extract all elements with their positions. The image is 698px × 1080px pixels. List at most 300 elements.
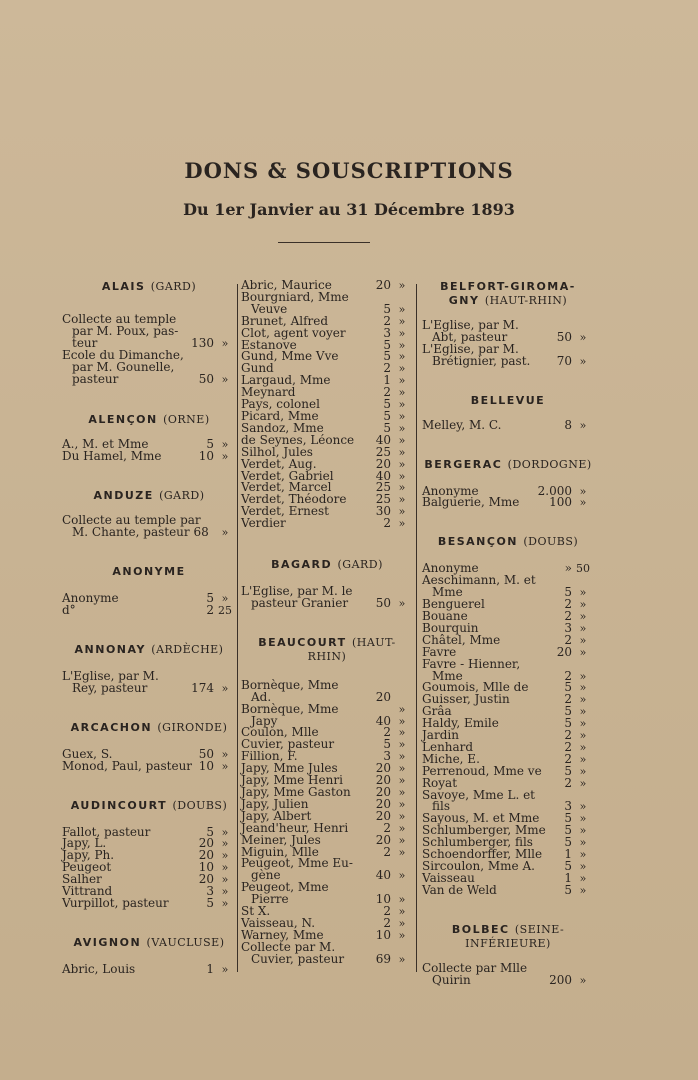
section-heading — [62, 799, 236, 813]
donor-name: Mme — [432, 585, 463, 600]
amount-suffix: » — [579, 740, 587, 754]
amount: 25 — [375, 444, 391, 459]
donor-name: Jardin — [422, 728, 459, 743]
donor-name: Verdet, Aug. — [241, 456, 317, 471]
donor-name: par M. Gounelle, — [72, 359, 175, 374]
amount-suffix: » — [221, 526, 229, 540]
donor-name: Japy, Mme Jules — [241, 761, 338, 776]
section-region: (GIRONDE) — [157, 720, 228, 734]
donor-name: Châtel, Mme — [422, 632, 501, 647]
amount-suffix: » — [398, 738, 406, 752]
amount-suffix: » — [579, 717, 587, 731]
donor-name: Brétignier, past. — [432, 353, 531, 368]
donor-name: Van de Weld — [422, 882, 497, 897]
amount: 5 — [383, 737, 391, 752]
donor-name: Lenhard — [422, 739, 474, 754]
amount: 20 — [375, 832, 391, 847]
amount-suffix: » — [398, 833, 406, 847]
amount-suffix: » — [579, 705, 587, 719]
donor-name: Veuve — [251, 301, 288, 316]
column-3 — [422, 280, 594, 987]
list-item — [422, 882, 594, 897]
amount: 100 — [549, 495, 572, 510]
amount: 50 — [198, 371, 214, 386]
amount-suffix: » — [398, 398, 406, 412]
donor-name: Collecte par Mlle — [422, 960, 528, 975]
list-item — [62, 527, 236, 539]
amount: 20 — [375, 278, 391, 292]
amount: 2 — [383, 844, 391, 859]
section-heading — [62, 280, 236, 294]
amount-suffix: » — [398, 374, 406, 388]
donor-name: Largaud, Mme — [241, 373, 331, 388]
donor-name: teur — [72, 335, 98, 350]
amount: 30 — [375, 504, 391, 519]
amount: 2.000 — [537, 483, 572, 498]
amount-suffix: » — [579, 883, 587, 897]
donor-name: M. Chante, pasteur 68 — [72, 525, 209, 540]
amount-suffix: » — [398, 750, 406, 764]
section-region-cont: INFÉRIEURE) — [465, 936, 551, 950]
amount-suffix: » — [398, 362, 406, 376]
donor-name: de Seynes, Léonce — [241, 432, 355, 447]
donor-name: Coulon, Mlle — [241, 725, 319, 740]
amount: 20 — [375, 773, 391, 788]
donor-name: Vaisseau, N. — [241, 915, 316, 930]
amount-suffix: » — [398, 469, 406, 483]
amount: 5 — [564, 680, 572, 695]
amount: 2 — [564, 775, 572, 790]
amount: 20 — [375, 785, 391, 799]
amount: 1 — [383, 373, 391, 388]
section-name: BAGARD — [271, 558, 333, 572]
list-item — [62, 961, 236, 976]
section-heading — [62, 721, 236, 735]
donor-name: Japy, Mme Gaston — [241, 785, 351, 799]
amount: 5 — [383, 301, 391, 316]
amount: 50 — [375, 595, 391, 610]
amount-suffix: » — [221, 962, 229, 976]
amount: 25 — [375, 480, 391, 495]
donor-name: Jeand'heur, Henri — [241, 820, 349, 835]
section-name: ALENÇON — [88, 413, 158, 427]
amount-suffix: » — [579, 764, 587, 778]
donor-name: Cuvier, pasteur — [251, 951, 345, 966]
amount-suffix: » — [579, 776, 587, 790]
donor-name: Mme — [432, 668, 463, 683]
donor-name: L'Eglise, par M. — [62, 668, 159, 683]
amount-suffix: » — [221, 896, 229, 910]
amount: 20 — [375, 761, 391, 776]
donor-name: Peugeot — [62, 860, 112, 875]
amount-suffix: » — [398, 762, 406, 776]
section-region: (HAUT- — [351, 635, 396, 649]
amount-suffix: » — [579, 609, 587, 623]
donor-name: Benguerel — [422, 597, 485, 612]
donor-name: Bourquin — [422, 620, 479, 635]
donor-name: Bornèque, Mme — [241, 701, 339, 716]
donor-name: Bornèque, Mme — [241, 677, 339, 692]
donor-name: pasteur Granier — [251, 595, 349, 610]
list-item — [422, 972, 594, 987]
amount: 10 — [375, 927, 391, 942]
amount-suffix: » — [579, 621, 587, 635]
amount-suffix: » — [579, 598, 587, 612]
amount-suffix: » — [398, 596, 406, 610]
amount-suffix: » — [221, 747, 229, 761]
amount-suffix: » — [221, 825, 229, 839]
donor-name: Guisser, Justin — [422, 692, 510, 707]
section-region: (GARD) — [337, 558, 383, 572]
donor-name: Gund — [241, 361, 274, 376]
section-name: BELLEVUE — [470, 393, 546, 407]
amount-suffix: » — [398, 797, 406, 811]
page-title: DONS & SOUSCRIPTIONS — [184, 158, 514, 183]
amount: 20 — [375, 796, 391, 811]
donor-name: Japy, L. — [62, 836, 107, 851]
amount-suffix: » — [579, 848, 587, 862]
amount-suffix: » — [579, 693, 587, 707]
amount-suffix: » — [579, 330, 587, 344]
amount-suffix: » — [221, 861, 229, 875]
section-region-cont: RHIN) — [307, 649, 347, 663]
list-item — [62, 451, 236, 463]
amount: 20 — [198, 848, 214, 863]
section-name: ALAIS — [101, 280, 146, 293]
list-item — [62, 371, 236, 386]
amount-suffix: » — [398, 409, 406, 423]
amount: 20 — [375, 456, 391, 471]
section-region: (DOUBS) — [172, 798, 228, 812]
amount-suffix: » — [398, 421, 406, 435]
donor-name: Anonyme — [62, 591, 119, 606]
amount: 200 — [549, 972, 572, 987]
donor-name: Ad. — [251, 689, 272, 704]
amount-suffix: » — [398, 457, 406, 471]
section-heading — [62, 489, 236, 503]
amount-suffix: » — [579, 812, 587, 826]
amount-suffix: » — [221, 873, 229, 887]
donor-name: Fallot, pasteur — [62, 824, 151, 839]
donor-name: Verdet, Ernest — [241, 504, 329, 519]
amount-suffix: 50 — [576, 562, 590, 576]
amount-suffix: » — [398, 726, 406, 740]
donor-name: Warney, Mme — [241, 927, 324, 942]
donor-name: Vaisseau — [422, 870, 475, 885]
amount: 2 — [383, 516, 391, 531]
amount-suffix: » — [579, 484, 587, 498]
donor-name: Salher — [62, 872, 102, 887]
amount-suffix: » — [398, 821, 406, 835]
amount: 2 — [383, 361, 391, 376]
donor-name: Pays, colonel — [241, 397, 320, 412]
amount-suffix: » — [398, 714, 406, 728]
section-name: BERGERAC — [424, 457, 503, 471]
amount: 1 — [206, 961, 214, 976]
amount-suffix: » — [398, 786, 406, 799]
amount-suffix: » — [579, 836, 587, 850]
donor-name: fils — [432, 799, 450, 814]
donor-name: Ecole du Dimanche, — [62, 347, 184, 362]
list-item — [62, 758, 236, 773]
section-heading — [62, 565, 236, 579]
amount: 40 — [375, 468, 391, 483]
donor-name: L'Eglise, par M. — [422, 341, 519, 356]
amount: 5 — [206, 437, 214, 452]
amount: 20 — [375, 689, 391, 704]
amount-suffix: » — [398, 433, 406, 447]
amount: 5 — [564, 704, 572, 719]
section-name-cont: GNY — [448, 294, 480, 307]
amount-suffix: » — [579, 633, 587, 647]
section-heading — [422, 458, 594, 472]
section-name: ANDUZE — [93, 489, 154, 503]
amount: 5 — [564, 716, 572, 731]
donor-name: Abt, pasteur — [432, 329, 508, 344]
amount: 174 — [191, 680, 214, 695]
amount: 8 — [564, 417, 572, 432]
section-region: (SEINE- — [514, 922, 565, 936]
donor-name: Sandoz, Mme — [241, 420, 324, 435]
donor-name: Bouane — [422, 608, 468, 623]
amount: » — [564, 561, 572, 576]
amount: 3 — [383, 325, 391, 340]
amount-suffix: » — [221, 336, 229, 350]
amount: 5 — [383, 408, 391, 423]
amount: 2 — [564, 668, 572, 683]
amount-suffix: » — [579, 669, 587, 683]
donor-name: Schoendorffer, Mlle — [422, 847, 543, 862]
amount: 2 — [383, 915, 391, 930]
amount-suffix: » — [398, 314, 406, 328]
section-heading — [62, 936, 236, 950]
donor-name: Favre - Hienner, — [422, 656, 521, 671]
section-name: BOLBEC — [451, 922, 510, 936]
donor-name: Schlumberger, fils — [422, 835, 533, 850]
section-heading — [62, 643, 236, 657]
amount: 5 — [206, 824, 214, 839]
amount: 20 — [375, 808, 391, 823]
amount: 50 — [198, 746, 214, 761]
section-name: ANONYME — [112, 565, 186, 579]
donor-name: A., M. et Mme — [62, 437, 149, 452]
donor-name: Guex, S. — [62, 746, 113, 761]
donor-name: Japy, Albert — [241, 808, 312, 823]
amount: 10 — [198, 449, 214, 464]
donor-name: Peugeot, Mme — [241, 880, 329, 895]
amount: 5 — [383, 337, 391, 352]
amount-suffix: » — [579, 681, 587, 695]
amount-suffix: » — [579, 871, 587, 885]
amount-suffix: » — [398, 928, 406, 942]
amount: 50 — [556, 329, 572, 344]
section-heading — [241, 636, 413, 664]
amount: 20 — [556, 644, 572, 659]
amount-suffix: » — [398, 809, 406, 823]
donor-name: Collecte au temple par — [62, 513, 201, 528]
section-name: AVIGNON — [73, 935, 142, 949]
section-name: ANNONAY — [74, 642, 146, 656]
amount-suffix: » — [398, 869, 406, 883]
amount: 25 — [375, 492, 391, 507]
donor-name: Meynard — [241, 385, 296, 400]
amount-suffix: » — [398, 905, 406, 919]
amount-suffix: » — [398, 845, 406, 859]
donor-name: Japy, Mme Henri — [241, 773, 343, 788]
amount: 5 — [206, 895, 214, 910]
section-name: ARCACHON — [70, 720, 153, 734]
donor-name: Silhol, Jules — [241, 444, 313, 459]
donor-name: Schlumberger, Mme — [422, 823, 546, 838]
donor-name: Gund, Mme Vve — [241, 349, 339, 364]
list-item — [62, 680, 236, 695]
amount-suffix: » — [398, 279, 406, 292]
donor-name: Anonyme — [422, 483, 479, 498]
donor-name: Pierre — [251, 892, 289, 907]
amount: 40 — [375, 713, 391, 728]
amount-suffix: » — [398, 493, 406, 507]
amount-suffix: » — [398, 916, 406, 930]
donor-name: gène — [251, 868, 281, 883]
amount: 3 — [383, 749, 391, 764]
title-rule — [278, 242, 370, 243]
amount: 10 — [198, 860, 214, 875]
amount-suffix: » — [579, 752, 587, 766]
donor-name: Collecte par M. — [241, 939, 336, 954]
amount: 2 — [564, 632, 572, 647]
amount-suffix: » — [398, 338, 406, 352]
list-item — [241, 518, 413, 530]
donor-name: Bourgniard, Mme — [241, 289, 349, 304]
section-region: (HAUT-RHIN) — [484, 294, 568, 307]
donor-name: Verdet, Théodore — [241, 492, 347, 507]
amount-suffix: » — [398, 326, 406, 340]
donor-name: Japy, Julien — [241, 796, 309, 811]
section-region: (ARDÈCHE) — [151, 642, 224, 656]
section-heading — [422, 535, 594, 549]
donor-name: Vurpillot, pasteur — [62, 895, 169, 910]
amount-suffix: » — [221, 438, 229, 452]
donor-name: Quirin — [432, 972, 471, 987]
amount: 3 — [206, 884, 214, 899]
amount-suffix: » — [398, 702, 406, 716]
donor-name: Abric, Louis — [62, 961, 136, 976]
column-divider — [237, 284, 238, 972]
section-heading — [422, 394, 594, 408]
amount: 5 — [564, 835, 572, 850]
donor-name: Du Hamel, Mme — [62, 449, 162, 464]
list-item — [62, 895, 236, 910]
amount: 40 — [375, 868, 391, 883]
section-heading — [62, 413, 236, 427]
donor-name: Picard, Mme — [241, 408, 319, 423]
amount-suffix: » — [579, 645, 587, 659]
amount: 1 — [564, 870, 572, 885]
amount-suffix: » — [398, 774, 406, 788]
amount: 2 — [383, 313, 391, 328]
donor-name: Brunet, Alfred — [241, 313, 329, 328]
amount-suffix: » — [221, 885, 229, 899]
amount: 20 — [198, 872, 214, 887]
amount-suffix: » — [398, 517, 406, 531]
amount: 2 — [206, 602, 214, 617]
section-name: BELFORT-GIROMA- — [440, 280, 576, 293]
amount: 3 — [564, 620, 572, 635]
amount: 2 — [383, 385, 391, 400]
amount-suffix: » — [579, 729, 587, 743]
amount-suffix: » — [579, 800, 587, 814]
page-subtitle: Du 1er Janvier au 31 Décembre 1893 — [183, 200, 515, 219]
donor-name: Abric, Maurice — [241, 278, 332, 292]
section-region: (DOUBS) — [523, 535, 579, 549]
section-heading — [422, 923, 594, 951]
donor-name: Japy — [251, 713, 278, 728]
amount-suffix: » — [398, 893, 406, 907]
amount: 2 — [564, 728, 572, 743]
amount: 5 — [383, 397, 391, 412]
donor-name: St X. — [241, 904, 271, 919]
donor-name: L'Eglise, par M. — [422, 318, 519, 332]
donor-name: Miche, E. — [422, 751, 480, 766]
amount-suffix: » — [579, 824, 587, 838]
amount: 3 — [564, 799, 572, 814]
list-item — [422, 497, 594, 509]
amount-suffix: » — [579, 354, 587, 368]
amount: 5 — [206, 591, 214, 606]
donor-name: Anonyme — [422, 561, 479, 576]
amount-suffix: » — [398, 481, 406, 495]
amount: 5 — [564, 882, 572, 897]
amount-suffix: » — [579, 973, 587, 987]
donor-name: Fillion, F. — [241, 749, 298, 764]
column-divider — [416, 284, 417, 972]
amount-suffix: » — [398, 952, 406, 966]
amount: 2 — [564, 692, 572, 707]
section-heading — [422, 280, 594, 308]
donor-name: Goumois, Mlle de — [422, 680, 529, 695]
donor-name: Melley, M. C. — [422, 417, 502, 432]
amount-suffix: » — [579, 586, 587, 600]
donor-name: Rey, pasteur — [72, 680, 148, 695]
amount: 5 — [564, 859, 572, 873]
list-item — [62, 602, 236, 617]
amount: 1 — [564, 847, 572, 862]
amount: 5 — [564, 763, 572, 778]
section-region: (DORDOGNE) — [507, 457, 592, 471]
donor-name: Estanove — [241, 337, 297, 352]
donor-name: Sircoulon, Mme A. — [422, 859, 535, 873]
amount: 2 — [564, 608, 572, 623]
donor-name: pasteur — [72, 371, 119, 386]
amount: 2 — [383, 725, 391, 740]
donor-name: Vittrand — [62, 884, 113, 899]
donor-name: Royat — [422, 775, 458, 790]
donor-name: Favre — [422, 644, 457, 659]
amount: 40 — [375, 432, 391, 447]
amount-suffix: 25 — [218, 603, 232, 617]
amount-suffix: » — [398, 302, 406, 316]
donor-name: Peugeot, Mme Eu- — [241, 856, 353, 871]
amount: 70 — [556, 353, 572, 368]
amount-suffix: » — [398, 386, 406, 400]
column-2 — [241, 280, 413, 966]
amount: 5 — [564, 811, 572, 826]
amount-suffix: » — [221, 372, 229, 386]
amount-suffix: » — [579, 860, 587, 873]
donor-name: Balguerie, Mme — [422, 495, 520, 510]
amount: 2 — [564, 597, 572, 612]
donor-name: Verdet, Marcel — [241, 480, 332, 495]
